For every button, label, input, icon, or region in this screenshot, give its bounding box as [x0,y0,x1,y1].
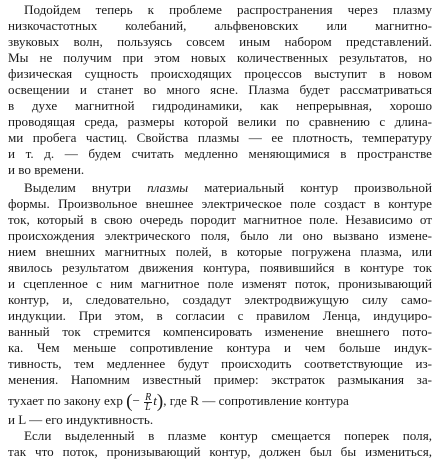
text-line-19: контур, и, следовательно, создадут электродвижущую силу само- [8,292,432,307]
formula-denominator: L [145,401,151,412]
text-line-16: нием внешних магнитных полей, в которые погружена плазма, или [8,244,432,259]
formula-variable: t [153,393,157,408]
text-line-12: Выделим внутри плазмы материальный контур произвольной [24,180,432,195]
formula-fraction [144,393,152,412]
formula-minus: − [132,393,140,408]
formula-close-paren: ) [156,391,164,412]
text-line-4: Мы не получим при этом новых количественных результатов, но [8,50,432,65]
text-line-29: так что поток, пронизывающий контур, должен был бы измениться, [8,444,432,459]
text-line-3: звуковых волн, пользуясь совсем иным набором представлений. [8,34,432,49]
text-line-7: в духе магнитной гидродинамики, как непрерывная, хорошо [8,98,432,113]
formula-line-suffix: , где R — сопротивление контура [163,393,349,408]
text-line-2: низкочастотных колебаний, альфвеновских или магнитно- [8,18,432,33]
formula-line-prefix: тухает по закону exp [8,393,123,408]
text-line-23: тивность, тем медленнее будут происходить соответствующие из- [8,356,432,371]
text-line-17: явилось результатом движения контура, появившийся в контуре ток [8,260,432,275]
text-line-28: Если выделенный в плазме контур смещается поперек поля, [24,428,432,443]
italic-term: плазмы [147,180,189,195]
text-line-21: ванный ток стремится компенсировать изменение внешнего пото- [8,324,432,339]
text-line-24: менения. Напомним известный пример: экстраток размыкания за- [8,372,432,387]
formula-numerator: R [145,391,152,403]
text-line-8: проводящая среда, размеры которой велики по сравнению с длина- [8,114,432,129]
text-line-22: ка. Чем меньше сопротивление контура и чем больше индук- [8,340,432,355]
text-line-27: и L — его индуктивность. [8,412,154,427]
text-line-1: Подойдем теперь к проблеме распространения через плазму [24,2,432,17]
text-line-5: физическая сущность происходящих процессов выступит в новом [8,66,432,81]
formula-open-paren: ( [126,391,133,412]
text-line-11: и во времени. [8,162,85,177]
text-line-9: ми пробега частиц. Свойства плазмы — ее плотность, температуру [8,130,432,145]
text-line-20: индукции. При этом, в согласии с правилом Ленца, индуциро- [8,308,432,323]
text-line-14: ток, который в свою очередь породит магнитное поле. Независимо от [8,212,432,227]
text-line-13: формы. Произвольное внешнее электрическое поле создаст в контуре [8,196,432,211]
text-line-15: происхождения электрического поля, было ли оно вызвано измене- [8,228,432,243]
formula-line [8,390,432,412]
text-line-6: освещении и станет во много ясне. Плазма будет рассматриваться [8,82,432,97]
text-line-18: и сцепленное с ним магнитное поле изменят поток, пронизывающий [8,276,432,291]
text-line-10: и т. д. — будем считать медленно меняющимися в пространстве [8,146,432,161]
